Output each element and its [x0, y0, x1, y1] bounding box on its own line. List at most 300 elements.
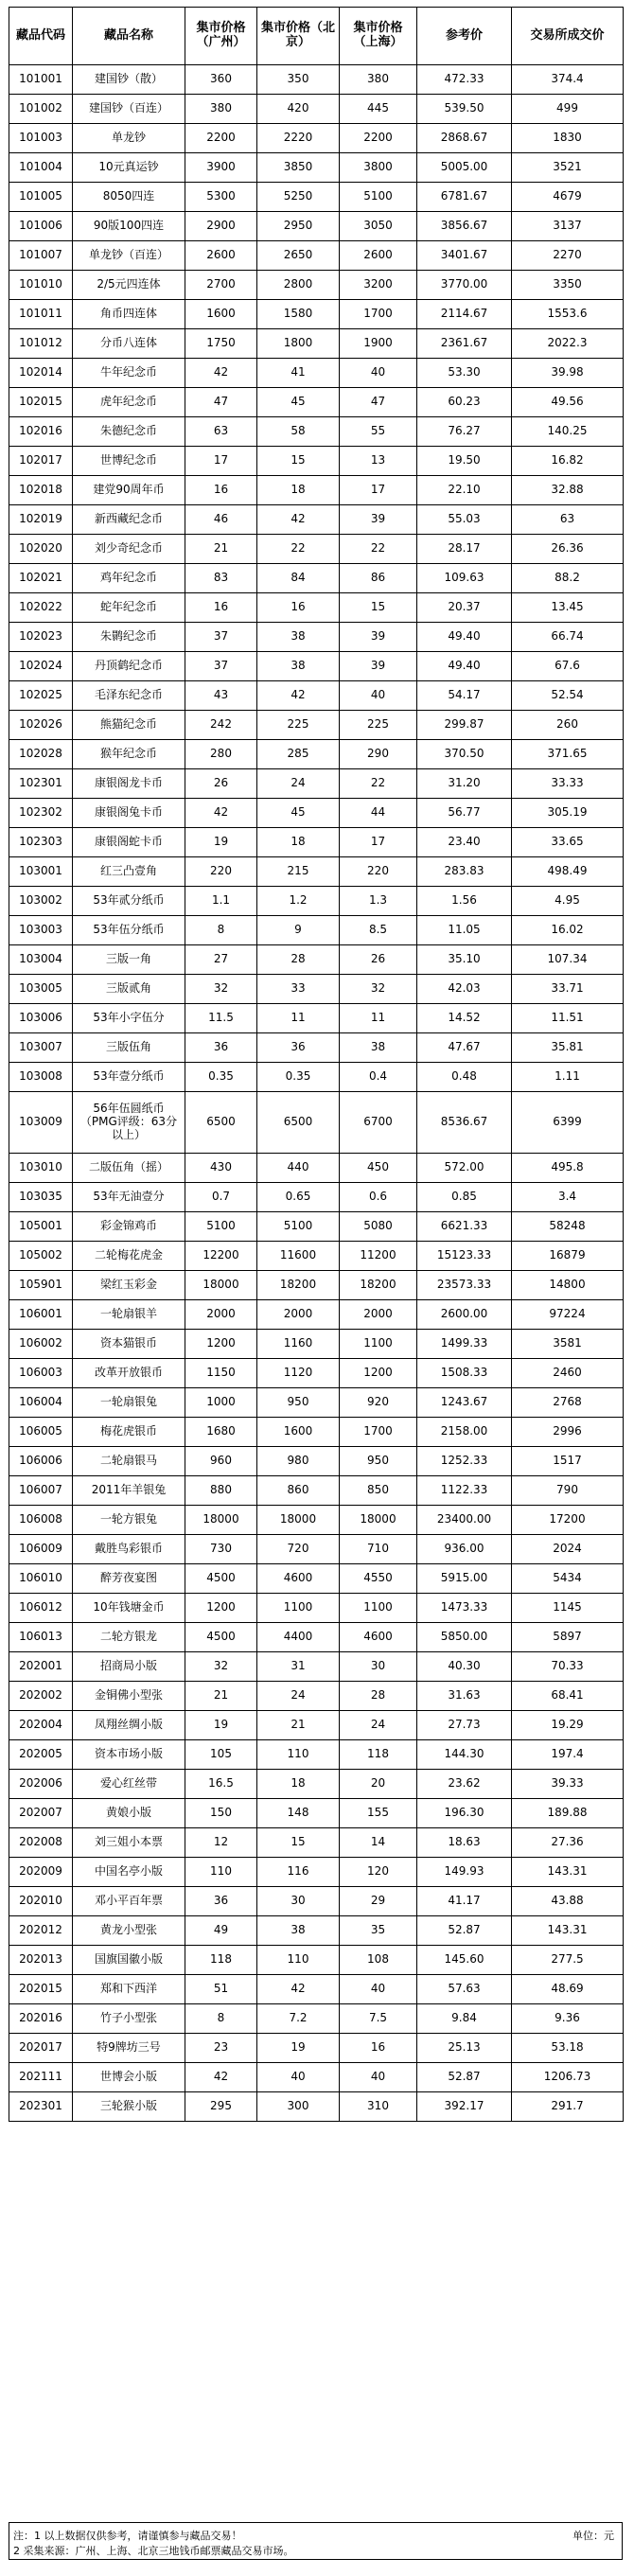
cell-code: 105001 [9, 1212, 73, 1242]
cell-exchange-price: 3350 [512, 271, 624, 300]
cell-price-beijing: 40 [257, 2063, 340, 2092]
cell-price-guangzhou: 12200 [185, 1242, 257, 1271]
cell-price-shanghai: 950 [340, 1447, 417, 1476]
cell-price-shanghai: 1900 [340, 329, 417, 359]
cell-code: 202015 [9, 1975, 73, 2004]
table-row [9, 1418, 624, 1447]
cell-price-beijing: 18 [257, 828, 340, 857]
cell-price-guangzhou: 83 [185, 564, 257, 593]
cell-code: 101006 [9, 212, 73, 241]
cell-price-guangzhou: 42 [185, 799, 257, 828]
table-row [9, 329, 624, 359]
cell-code: 103008 [9, 1063, 73, 1092]
cell-reference-price: 1243.67 [417, 1388, 512, 1418]
cell-reference-price: 57.63 [417, 1975, 512, 2004]
cell-price-guangzhou: 1000 [185, 1388, 257, 1418]
cell-price-beijing: 720 [257, 1535, 340, 1564]
cell-price-shanghai: 1700 [340, 300, 417, 329]
cell-reference-price: 28.17 [417, 535, 512, 564]
cell-price-shanghai: 30 [340, 1652, 417, 1682]
cell-price-beijing: 21 [257, 1711, 340, 1740]
table-row [9, 1063, 624, 1092]
table-row [9, 124, 624, 153]
cell-code: 202013 [9, 1946, 73, 1975]
cell-price-beijing: 350 [257, 65, 340, 95]
cell-price-beijing: 215 [257, 857, 340, 887]
table-row [9, 1447, 624, 1476]
cell-reference-price: 18.63 [417, 1828, 512, 1858]
cell-price-guangzhou: 110 [185, 1858, 257, 1887]
cell-reference-price: 3856.67 [417, 212, 512, 241]
cell-price-shanghai: 15 [340, 593, 417, 623]
cell-code: 102303 [9, 828, 73, 857]
cell-price-guangzhou: 32 [185, 1652, 257, 1682]
table-row [9, 1828, 624, 1858]
cell-price-shanghai: 710 [340, 1535, 417, 1564]
cell-code: 101010 [9, 271, 73, 300]
cell-code: 202017 [9, 2034, 73, 2063]
cell-name: 梅花虎银币 [73, 1418, 185, 1447]
cell-name: 新西藏纪念币 [73, 505, 185, 535]
cell-price-guangzhou: 12 [185, 1828, 257, 1858]
cell-price-shanghai: 18000 [340, 1506, 417, 1535]
cell-reference-price: 22.10 [417, 476, 512, 505]
cell-price-shanghai: 5100 [340, 183, 417, 212]
cell-code: 202012 [9, 1916, 73, 1946]
cell-reference-price: 5850.00 [417, 1623, 512, 1652]
table-row [9, 1212, 624, 1242]
cell-exchange-price: 1206.73 [512, 2063, 624, 2092]
cell-exchange-price: 67.6 [512, 652, 624, 681]
cell-reference-price: 19.50 [417, 447, 512, 476]
cell-price-beijing: 5100 [257, 1212, 340, 1242]
cell-price-shanghai: 290 [340, 740, 417, 769]
table-row [9, 1682, 624, 1711]
cell-price-guangzhou: 960 [185, 1447, 257, 1476]
cell-code: 106007 [9, 1476, 73, 1506]
cell-exchange-price: 97224 [512, 1300, 624, 1330]
cell-price-beijing: 42 [257, 681, 340, 711]
cell-code: 202007 [9, 1799, 73, 1828]
cell-code: 102014 [9, 359, 73, 388]
cell-price-guangzhou: 1.1 [185, 887, 257, 916]
cell-exchange-price: 140.25 [512, 417, 624, 447]
table-row [9, 1564, 624, 1594]
cell-name: 56年伍圆纸币（PMG评级：63分以上） [73, 1092, 185, 1154]
cell-price-guangzhou: 5100 [185, 1212, 257, 1242]
cell-reference-price: 8536.67 [417, 1092, 512, 1154]
cell-code: 105901 [9, 1271, 73, 1300]
cell-exchange-price: 16879 [512, 1242, 624, 1271]
cell-code: 202301 [9, 2092, 73, 2122]
cell-exchange-price: 143.31 [512, 1916, 624, 1946]
cell-price-beijing: 2000 [257, 1300, 340, 1330]
cell-reference-price: 31.20 [417, 769, 512, 799]
table-row [9, 1092, 624, 1154]
cell-reference-price: 149.93 [417, 1858, 512, 1887]
cell-price-shanghai: 39 [340, 623, 417, 652]
cell-price-beijing: 38 [257, 623, 340, 652]
cell-code: 202006 [9, 1770, 73, 1799]
cell-name: 53年壹分纸币 [73, 1063, 185, 1092]
cell-price-guangzhou: 118 [185, 1946, 257, 1975]
cell-reference-price: 539.50 [417, 95, 512, 124]
cell-price-shanghai: 5080 [340, 1212, 417, 1242]
cell-price-shanghai: 17 [340, 828, 417, 857]
cell-price-beijing: 1100 [257, 1594, 340, 1623]
table-row [9, 1359, 624, 1388]
cell-price-beijing: 18 [257, 476, 340, 505]
note-line-2: 2 采集来源：广州、上海、北京三地钱币邮票藏品交易市场。 [13, 2545, 294, 2557]
cell-name: 特9牌坊三号 [73, 2034, 185, 2063]
cell-price-guangzhou: 360 [185, 65, 257, 95]
cell-price-beijing: 1120 [257, 1359, 340, 1388]
cell-exchange-price: 27.36 [512, 1828, 624, 1858]
cell-name: 2011年羊银兔 [73, 1476, 185, 1506]
cell-exchange-price: 39.98 [512, 359, 624, 388]
table-row [9, 652, 624, 681]
cell-price-shanghai: 39 [340, 505, 417, 535]
cell-price-shanghai: 220 [340, 857, 417, 887]
cell-name: 角币四连体 [73, 300, 185, 329]
note-line-1: 注：1 以上数据仅供参考，请谨慎参与藏品交易！ [13, 2530, 242, 2542]
cell-price-guangzhou: 27 [185, 945, 257, 975]
cell-price-shanghai: 2000 [340, 1300, 417, 1330]
table-row [9, 975, 624, 1004]
cell-price-shanghai: 11 [340, 1004, 417, 1033]
cell-price-guangzhou: 430 [185, 1154, 257, 1183]
cell-price-beijing: 84 [257, 564, 340, 593]
cell-reference-price: 53.30 [417, 359, 512, 388]
cell-price-guangzhou: 295 [185, 2092, 257, 2122]
cell-price-shanghai: 450 [340, 1154, 417, 1183]
cell-price-shanghai: 40 [340, 2063, 417, 2092]
cell-code: 101002 [9, 95, 73, 124]
cell-code: 101012 [9, 329, 73, 359]
cell-exchange-price: 3581 [512, 1330, 624, 1359]
cell-code: 103007 [9, 1033, 73, 1063]
cell-price-guangzhou: 37 [185, 623, 257, 652]
table-row [9, 887, 624, 916]
cell-name: 朱德纪念币 [73, 417, 185, 447]
cell-code: 103002 [9, 887, 73, 916]
cell-exchange-price: 70.33 [512, 1652, 624, 1682]
cell-name: 红三凸壹角 [73, 857, 185, 887]
header-reference-price: 参考价 [417, 8, 512, 65]
cell-price-beijing: 9 [257, 916, 340, 945]
cell-name: 康银阁蛇卡币 [73, 828, 185, 857]
cell-reference-price: 9.84 [417, 2004, 512, 2034]
cell-price-beijing: 33 [257, 975, 340, 1004]
cell-name: 90版100四连 [73, 212, 185, 241]
cell-name: 彩金锦鸡币 [73, 1212, 185, 1242]
cell-name: 二版伍角（摇） [73, 1154, 185, 1183]
cell-reference-price: 5915.00 [417, 1564, 512, 1594]
cell-exchange-price: 790 [512, 1476, 624, 1506]
cell-price-shanghai: 0.6 [340, 1183, 417, 1212]
cell-reference-price: 144.30 [417, 1740, 512, 1770]
cell-price-guangzhou: 4500 [185, 1623, 257, 1652]
cell-price-beijing: 45 [257, 799, 340, 828]
cell-price-beijing: 58 [257, 417, 340, 447]
table-row [9, 1770, 624, 1799]
cell-exchange-price: 2024 [512, 1535, 624, 1564]
cell-name: 三版贰角 [73, 975, 185, 1004]
cell-name: 凤翔丝绸小版 [73, 1711, 185, 1740]
cell-code: 202002 [9, 1682, 73, 1711]
cell-reference-price: 54.17 [417, 681, 512, 711]
table-row [9, 241, 624, 271]
table-row [9, 212, 624, 241]
cell-reference-price: 109.63 [417, 564, 512, 593]
cell-price-guangzhou: 8 [185, 916, 257, 945]
cell-exchange-price: 32.88 [512, 476, 624, 505]
cell-code: 102018 [9, 476, 73, 505]
table-row [9, 945, 624, 975]
cell-exchange-price: 1517 [512, 1447, 624, 1476]
cell-price-beijing: 0.65 [257, 1183, 340, 1212]
cell-price-guangzhou: 2000 [185, 1300, 257, 1330]
cell-name: 改革开放银币 [73, 1359, 185, 1388]
cell-reference-price: 35.10 [417, 945, 512, 975]
table-row [9, 1300, 624, 1330]
cell-price-guangzhou: 16 [185, 476, 257, 505]
cell-reference-price: 472.33 [417, 65, 512, 95]
cell-exchange-price: 197.4 [512, 1740, 624, 1770]
cell-price-beijing: 18200 [257, 1271, 340, 1300]
cell-exchange-price: 277.5 [512, 1946, 624, 1975]
cell-price-shanghai: 32 [340, 975, 417, 1004]
cell-name: 分币八连体 [73, 329, 185, 359]
cell-code: 101011 [9, 300, 73, 329]
cell-price-guangzhou: 2900 [185, 212, 257, 241]
cell-price-shanghai: 3200 [340, 271, 417, 300]
cell-exchange-price: 4679 [512, 183, 624, 212]
table-row [9, 711, 624, 740]
cell-price-shanghai: 40 [340, 1975, 417, 2004]
cell-exchange-price: 9.36 [512, 2004, 624, 2034]
cell-price-beijing: 2220 [257, 124, 340, 153]
cell-exchange-price: 189.88 [512, 1799, 624, 1828]
cell-code: 102028 [9, 740, 73, 769]
cell-name: 世博纪念币 [73, 447, 185, 476]
cell-price-beijing: 22 [257, 535, 340, 564]
cell-reference-price: 23.40 [417, 828, 512, 857]
header-price-shanghai: 集市价格（上海） [340, 8, 417, 65]
cell-reference-price: 2868.67 [417, 124, 512, 153]
cell-price-beijing: 6500 [257, 1092, 340, 1154]
table-row [9, 769, 624, 799]
cell-price-beijing: 38 [257, 652, 340, 681]
cell-price-shanghai: 55 [340, 417, 417, 447]
cell-price-beijing: 300 [257, 2092, 340, 2122]
cell-reference-price: 0.85 [417, 1183, 512, 1212]
cell-exchange-price: 88.2 [512, 564, 624, 593]
cell-price-beijing: 1160 [257, 1330, 340, 1359]
cell-price-shanghai: 6700 [340, 1092, 417, 1154]
cell-price-shanghai: 20 [340, 1770, 417, 1799]
cell-price-beijing: 4600 [257, 1564, 340, 1594]
cell-code: 103006 [9, 1004, 73, 1033]
cell-reference-price: 23573.33 [417, 1271, 512, 1300]
table-row [9, 447, 624, 476]
cell-price-shanghai: 35 [340, 1916, 417, 1946]
cell-exchange-price: 58248 [512, 1212, 624, 1242]
cell-exchange-price: 17200 [512, 1506, 624, 1535]
cell-code: 101004 [9, 153, 73, 183]
cell-code: 202008 [9, 1828, 73, 1858]
cell-code: 103003 [9, 916, 73, 945]
cell-reference-price: 2361.67 [417, 329, 512, 359]
cell-name: 二轮梅花虎金 [73, 1242, 185, 1271]
cell-price-beijing: 1800 [257, 329, 340, 359]
cell-price-shanghai: 4550 [340, 1564, 417, 1594]
cell-exchange-price: 52.54 [512, 681, 624, 711]
cell-price-guangzhou: 280 [185, 740, 257, 769]
cell-name: 一轮方银兔 [73, 1506, 185, 1535]
cell-price-shanghai: 44 [340, 799, 417, 828]
cell-price-shanghai: 1200 [340, 1359, 417, 1388]
cell-price-beijing: 45 [257, 388, 340, 417]
cell-reference-price: 76.27 [417, 417, 512, 447]
cell-price-shanghai: 2200 [340, 124, 417, 153]
cell-price-beijing: 19 [257, 2034, 340, 2063]
cell-code: 106005 [9, 1418, 73, 1447]
cell-exchange-price: 6399 [512, 1092, 624, 1154]
cell-exchange-price: 1830 [512, 124, 624, 153]
header-name: 藏品名称 [73, 8, 185, 65]
cell-exchange-price: 305.19 [512, 799, 624, 828]
table-row [9, 505, 624, 535]
cell-price-shanghai: 40 [340, 681, 417, 711]
cell-price-guangzhou: 51 [185, 1975, 257, 2004]
cell-price-shanghai: 3800 [340, 153, 417, 183]
table-row [9, 1740, 624, 1770]
cell-name: 黄娘小版 [73, 1799, 185, 1828]
cell-name: 单龙钞（百连） [73, 241, 185, 271]
cell-name: 建党90周年币 [73, 476, 185, 505]
cell-exchange-price: 63 [512, 505, 624, 535]
cell-price-beijing: 7.2 [257, 2004, 340, 2034]
cell-price-shanghai: 310 [340, 2092, 417, 2122]
cell-price-shanghai: 38 [340, 1033, 417, 1063]
cell-code: 103009 [9, 1092, 73, 1154]
cell-price-guangzhou: 42 [185, 2063, 257, 2092]
table-row [9, 1535, 624, 1564]
cell-code: 101007 [9, 241, 73, 271]
cell-price-shanghai: 22 [340, 769, 417, 799]
cell-price-shanghai: 1100 [340, 1594, 417, 1623]
cell-name: 8050四连 [73, 183, 185, 212]
table-row [9, 476, 624, 505]
cell-reference-price: 1473.33 [417, 1594, 512, 1623]
cell-price-beijing: 42 [257, 505, 340, 535]
cell-code: 106001 [9, 1300, 73, 1330]
cell-code: 106013 [9, 1623, 73, 1652]
cell-name: 爱心红丝带 [73, 1770, 185, 1799]
cell-price-shanghai: 13 [340, 447, 417, 476]
cell-name: 53年伍分纸币 [73, 916, 185, 945]
cell-name: 一轮扇银兔 [73, 1388, 185, 1418]
cell-price-guangzhou: 880 [185, 1476, 257, 1506]
cell-price-guangzhou: 2200 [185, 124, 257, 153]
cell-price-guangzhou: 5300 [185, 183, 257, 212]
cell-price-shanghai: 28 [340, 1682, 417, 1711]
header-price-beijing: 集市价格（北京） [257, 8, 340, 65]
cell-price-guangzhou: 1150 [185, 1359, 257, 1388]
cell-name: 梁红玉彩金 [73, 1271, 185, 1300]
cell-price-shanghai: 4600 [340, 1623, 417, 1652]
table-row [9, 1916, 624, 1946]
cell-name: 蛇年纪念币 [73, 593, 185, 623]
cell-price-shanghai: 445 [340, 95, 417, 124]
cell-price-beijing: 860 [257, 1476, 340, 1506]
cell-price-shanghai: 16 [340, 2034, 417, 2063]
cell-price-guangzhou: 16 [185, 593, 257, 623]
cell-reference-price: 299.87 [417, 711, 512, 740]
cell-price-guangzhou: 21 [185, 535, 257, 564]
cell-exchange-price: 66.74 [512, 623, 624, 652]
cell-reference-price: 42.03 [417, 975, 512, 1004]
cell-code: 102025 [9, 681, 73, 711]
cell-price-beijing: 18 [257, 1770, 340, 1799]
cell-name: 刘三姐小本票 [73, 1828, 185, 1858]
cell-price-beijing: 1580 [257, 300, 340, 329]
cell-exchange-price: 5434 [512, 1564, 624, 1594]
cell-price-guangzhou: 220 [185, 857, 257, 887]
cell-name: 虎年纪念币 [73, 388, 185, 417]
cell-name: 鸡年纪念币 [73, 564, 185, 593]
cell-exchange-price: 11.51 [512, 1004, 624, 1033]
cell-price-guangzhou: 36 [185, 1033, 257, 1063]
cell-price-guangzhou: 11.5 [185, 1004, 257, 1033]
cell-price-shanghai: 0.4 [340, 1063, 417, 1092]
table-row [9, 681, 624, 711]
cell-name: 招商局小版 [73, 1652, 185, 1682]
cell-price-shanghai: 14 [340, 1828, 417, 1858]
cell-price-shanghai: 380 [340, 65, 417, 95]
cell-price-guangzhou: 18000 [185, 1506, 257, 1535]
table-row [9, 1476, 624, 1506]
cell-price-guangzhou: 2700 [185, 271, 257, 300]
cell-exchange-price: 53.18 [512, 2034, 624, 2063]
cell-price-shanghai: 920 [340, 1388, 417, 1418]
table-row [9, 1594, 624, 1623]
footnotes [9, 2522, 623, 2560]
cell-code: 106012 [9, 1594, 73, 1623]
table-row [9, 417, 624, 447]
cell-price-beijing: 24 [257, 1682, 340, 1711]
cell-name: 三版一角 [73, 945, 185, 975]
cell-reference-price: 23400.00 [417, 1506, 512, 1535]
cell-reference-price: 56.77 [417, 799, 512, 828]
cell-name: 刘少奇纪念币 [73, 535, 185, 564]
cell-exchange-price: 35.81 [512, 1033, 624, 1063]
cell-price-shanghai: 29 [340, 1887, 417, 1916]
cell-reference-price: 5005.00 [417, 153, 512, 183]
cell-reference-price: 3770.00 [417, 271, 512, 300]
cell-price-guangzhou: 380 [185, 95, 257, 124]
cell-price-beijing: 11600 [257, 1242, 340, 1271]
cell-price-guangzhou: 16.5 [185, 1770, 257, 1799]
cell-reference-price: 145.60 [417, 1946, 512, 1975]
cell-price-guangzhou: 1680 [185, 1418, 257, 1447]
cell-price-guangzhou: 1750 [185, 329, 257, 359]
cell-price-shanghai: 7.5 [340, 2004, 417, 2034]
cell-price-guangzhou: 105 [185, 1740, 257, 1770]
cell-price-beijing: 0.35 [257, 1063, 340, 1092]
cell-reference-price: 283.83 [417, 857, 512, 887]
